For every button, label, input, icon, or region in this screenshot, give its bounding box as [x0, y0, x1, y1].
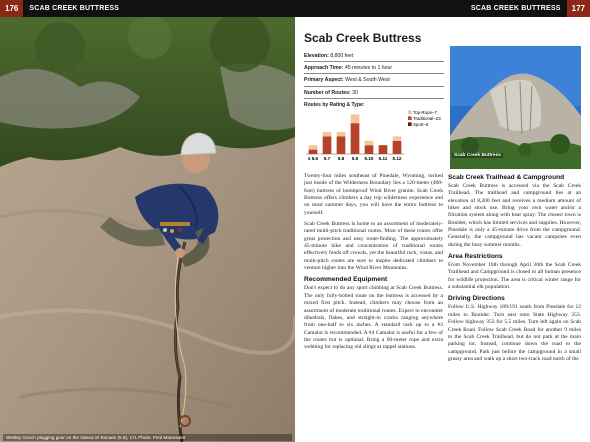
text-column-1: [304, 173, 443, 356]
x-tick-label: 5.7: [323, 156, 331, 161]
x-tick-label: 5.10: [364, 156, 374, 161]
bar-segment: [309, 145, 318, 149]
routes-bar-chart: [304, 108, 444, 166]
bar-segment: [393, 141, 402, 154]
info-row: [304, 74, 444, 86]
info-value: 8,800 feet: [330, 53, 354, 59]
equipment-paragraph: Don't expect to do any sport climbing at Scab Creek Buttress. The only fully-bolted route on the buttress is accessed by a mixed first pitch. Instead, climbers may choose from an assortment of moderate traditional routes. Expect to encounter dihedrals, flakes, and straight-in cracks ranging anywhere from one-half to six inches. A standard rack up to a #3 Camalot is recommended. A #4 Camalot is useful for a few of the routes but is optional. Bring a 60-meter rope and extra webbing for replacing old slings at rappel stations.: [304, 285, 443, 351]
x-tick-label: ≤ 5.6: [307, 156, 319, 161]
info-value: 45 minutes to 1 hour: [344, 65, 393, 72]
bar-segment: [379, 145, 388, 154]
info-row: [304, 87, 444, 99]
right-running-title: SCAB CREEK BUTTRESS: [470, 5, 561, 12]
info-label: Approach Time:: [304, 65, 344, 72]
info-label: Elevation:: [304, 53, 329, 59]
bar-segment: [393, 136, 402, 140]
directions-paragraph: Follow U.S. Highway 189/191 south from Pinedale for 12 miles to Boulder. Turn east onto State Highway 353. Follow highway 353 for 5.5 miles. Turn left again on Scab Creek Road. Follow Scab Creek Road for another 9 miles to the Scab Creek Trailhead, but do not park at the main parking lot. Instead, continue down the road to the campground. Park just before the campground in a small grassy area and walk up a short two-track road north of the: [448, 304, 581, 362]
legend-swatch: [408, 116, 412, 120]
bar-segment: [351, 114, 360, 123]
photo-caption: Wesley Gooch plugging gear on the classic El Bocado (5.9), 17L Photo: Fred Marmsater: [3, 434, 292, 441]
info-value: 30: [352, 89, 358, 96]
right-page-number: 177: [567, 0, 590, 17]
restrictions-paragraph: From November 16th through April 30th the Scab Creek Trailhead and Campground is closed to all human presence for wildlife protection. The area is critical winter range for a substantial elk population.: [448, 262, 581, 291]
crag-info-table: [304, 50, 444, 99]
bar-segment: [337, 132, 346, 136]
bar-segment: [323, 136, 332, 154]
section-heading-equipment: Recommended Equipment: [304, 276, 388, 284]
info-label: Primary Aspect:: [304, 77, 344, 84]
bar-segment: [365, 145, 374, 154]
legend-swatch: [408, 110, 412, 114]
right-page: [295, 0, 590, 442]
x-tick-label: 5.8: [337, 156, 345, 161]
buttress-photo-caption: Scab Creek Buttress: [454, 153, 501, 158]
info-label: Number of Routes:: [304, 89, 351, 96]
legend-label: Top-Rope–7: [413, 110, 437, 115]
right-header-bar: [295, 0, 590, 17]
info-value: West & South West: [345, 77, 390, 84]
buttress-photo: [450, 46, 581, 169]
x-tick-label: 5.9: [351, 156, 359, 161]
climber-photo: [0, 17, 295, 442]
left-page-number: 176: [0, 0, 23, 17]
bar-segment: [351, 123, 360, 154]
x-tick-label: 5.12: [392, 156, 402, 161]
bar-segment: [337, 136, 346, 154]
trailhead-paragraph: Scab Creek Buttress is accessed via the Scab Creek Trailhead. The trailhead and campground lies at an elevation of 8,200 feet and receives a medium amount of hiker and stock use. Bring your own water and/or a filtration system along with bear spray. The closest town is Boulder, which has limited services and supplies. However, Pinedale is only a 45-minute drive from the campground. Generally, the campground has vacant campsites even during the busy summer months.: [448, 183, 581, 248]
intro-paragraph: Scab Creek Buttress is home to an assortment of moderately-rated multi-pitch traditional routes. Most of these routes offer great protection and easy route-finding. The approximately 45-minute hike and concentration of traditional routes effectively fends off crowds, yet the beautiful rock, vistas, and multi-pitch routes are sure to inspire dedicated climbers to venture higher into the Wind River Mountains.: [304, 221, 443, 272]
chart-title: Routes by Rating & Type:: [304, 102, 365, 108]
bar-segment: [309, 150, 318, 154]
legend-swatch: [408, 122, 412, 126]
legend-label: Traditional–23: [413, 116, 441, 121]
text-column-2: [448, 173, 581, 367]
legend-label: Sport–0: [413, 122, 429, 127]
info-row: [304, 62, 444, 74]
intro-paragraph: Twenty-four miles southeast of Pinedale, Wyoming, tucked just inside of the Wilderness Boundary lies a 120-meter (400-foot) buttress of bombproof Wind River granite. Scab Creek Buttress offers climbers a day trip wilderness experience and on most summer days, you will have the entire buttress to yourself.: [304, 173, 443, 216]
left-header-bar: [0, 0, 295, 17]
routes-chart: [304, 102, 444, 167]
section-heading-trailhead: Scab Creek Trailhead & Campground: [448, 174, 565, 181]
bar-segment: [323, 132, 332, 136]
page-title: Scab Creek Buttress: [304, 31, 422, 45]
info-row: [304, 50, 444, 62]
section-heading-restrictions: Area Restrictions: [448, 253, 503, 261]
section-heading-directions: Driving Directions: [448, 295, 505, 303]
bar-segment: [365, 141, 374, 145]
x-tick-label: 5.11: [378, 156, 388, 161]
left-running-title: SCAB CREEK BUTTRESS: [29, 5, 120, 12]
